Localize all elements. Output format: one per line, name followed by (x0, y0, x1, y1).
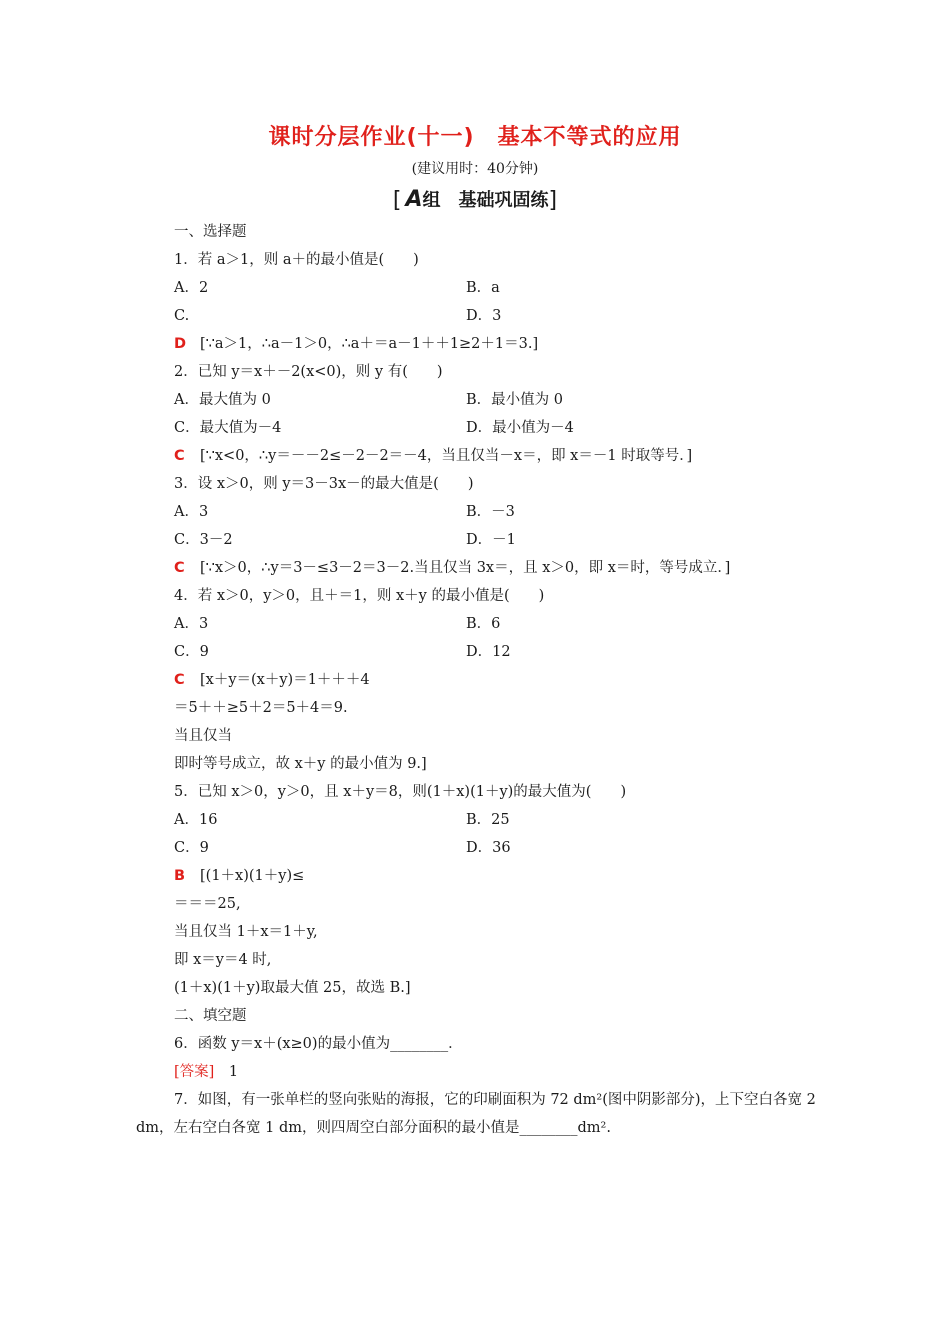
answer-explanation: [∵a＞1，∴a－1＞0，∴a＋＝a－1＋＋1≥2＋1＝3.] (200, 336, 539, 352)
question-5: 5．已知 x＞0，y＞0，且 x＋y＝8，则(1＋x)(1＋y)的最大值为( ) (174, 784, 627, 800)
answer-5-line-4: 即 x＝y＝4 时, (174, 952, 272, 968)
q4-option-a: A．3 (174, 616, 209, 632)
answer-explanation: [(1＋x)(1＋y)≤ (200, 868, 305, 884)
answer-5-line-2: ＝＝＝25, (174, 896, 241, 912)
answer-tag: [答案] (174, 1064, 215, 1080)
answer-5-line-5: (1＋x)(1＋y)取最大值 25，故选 B.] (174, 980, 411, 996)
answer-2 (174, 446, 692, 466)
group-bracket-open: [ (392, 188, 402, 213)
question-2: 2．已知 y＝x＋－2(x<0)，则 y 有( ) (174, 364, 443, 380)
q1-option-c: C. (174, 308, 190, 324)
q2-option-c: C．最大值为－4 (174, 420, 282, 436)
q3-option-c: C．3－2 (174, 532, 233, 548)
answer-value: 1 (228, 1064, 239, 1080)
group-letter: A (405, 187, 423, 212)
suggested-time: (建议用时：40分钟) (411, 161, 539, 177)
q4-option-b: B．6 (466, 616, 501, 632)
answer-key: C (174, 448, 185, 464)
answer-4-line-4: 即时等号成立，故 x＋y 的最小值为 9.] (174, 756, 427, 772)
group-name: 基础巩固练 (458, 190, 549, 211)
q5-option-c: C．9 (174, 840, 209, 856)
q1-option-d: D．3 (466, 308, 502, 324)
q2-option-a: A．最大值为 0 (174, 392, 271, 408)
q5-option-d: D．36 (466, 840, 511, 856)
q1-option-a: A．2 (174, 280, 209, 296)
answer-4 (174, 670, 370, 690)
q5-option-b: B．25 (466, 812, 510, 828)
q2-option-b: B．最小值为 0 (466, 392, 563, 408)
question-3: 3．设 x＞0，则 y＝3－3x－的最大值是( ) (174, 476, 474, 492)
q4-option-c: C．9 (174, 644, 209, 660)
answer-5 (174, 866, 304, 886)
question-6: 6．函数 y＝x＋(x≥0)的最小值为________． (174, 1036, 463, 1052)
answer-4-line-3: 当且仅当 (174, 728, 232, 744)
answer-1 (174, 334, 538, 354)
q3-option-a: A．3 (174, 504, 209, 520)
group-label: 组 (422, 190, 441, 211)
answer-6 (174, 1062, 238, 1082)
answer-4-line-2: ＝5＋＋≥5＋2＝5＋4＝9. (174, 700, 348, 716)
section-heading-fill: 二、填空题 (174, 1008, 247, 1024)
answer-3 (174, 558, 730, 578)
question-4: 4．若 x＞0，y＞0，且＋＝1，则 x＋y 的最小值是( ) (174, 588, 545, 604)
q3-option-b: B．－3 (466, 504, 515, 520)
page-title: 课时分层作业(十一) 基本不等式的应用 (268, 125, 682, 150)
question-7: 7．如图，有一张单栏的竖向张贴的海报，它的印刷面积为 72 dm²(图中阴影部分)，上下空白各宽 2 dm，左右空白各宽 1 dm，则四周空白部分面积的最小值是________dm². (136, 1092, 816, 1136)
group-a-header (0, 186, 950, 213)
question-1: 1．若 a＞1，则 a＋的最小值是( ) (174, 252, 419, 268)
q2-option-d: D．最小值为－4 (466, 420, 574, 436)
answer-key: B (174, 868, 186, 884)
answer-key: D (174, 336, 187, 352)
answer-explanation: [∵x<0，∴y＝－－2≤－2－2＝－4，当且仅当－x＝，即 x＝－1 时取等号．] (200, 448, 693, 464)
answer-5-line-3: 当且仅当 1＋x＝1＋y, (174, 924, 318, 940)
section-heading-choice: 一、选择题 (174, 224, 247, 240)
q5-option-a: A．16 (174, 812, 218, 828)
q4-option-d: D．12 (466, 644, 511, 660)
group-bracket-close: ] (548, 188, 558, 213)
answer-key: C (174, 672, 185, 688)
answer-key: C (174, 560, 185, 576)
answer-explanation: [∵x＞0，∴y＝3－≤3－2＝3－2.当且仅当 3x＝，且 x＞0，即 x＝时，等号成立．] (200, 560, 731, 576)
answer-explanation: [x＋y＝(x＋y)＝1＋＋＋4 (200, 672, 370, 688)
q3-option-d: D．－1 (466, 532, 516, 548)
q1-option-b: B．a (466, 280, 500, 296)
